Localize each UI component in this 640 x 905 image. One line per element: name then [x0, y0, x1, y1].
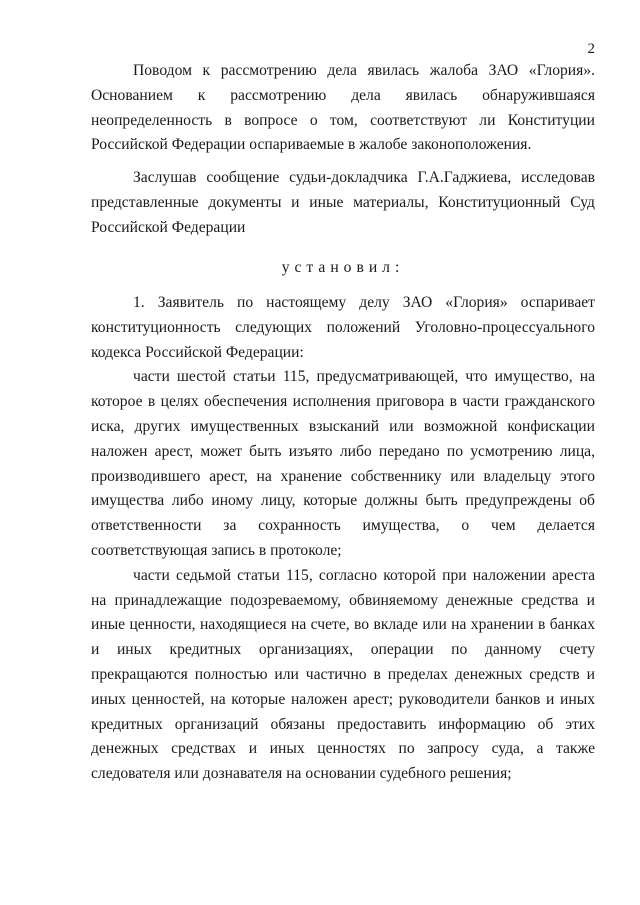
intro-paragraph: Поводом к рассмотрению дела явилась жалоба ЗАО «Глория». Основанием к рассмотрению дела явилась обнаружившаяся неопределенность в вопросе о том, соответствуют ли Конституции Российской Федерации оспариваемые в жалобе законоположения.: [91, 62, 595, 154]
section-heading: установил:: [281, 259, 405, 276]
body-paragraph: части седьмой статьи 115, согласно которой при наложении ареста на принадлежащие подозреваемому, обвиняемому денежные средства и иные ценности, находящиеся на счете, во вкладе или на хранении в банках и иных кредитных организациях, операции по данному счету прекращаются полностью или частично в пределах денежных средств и иных ценностей, на которые наложен арест; руководители банков и иных кредитных организаций обязаны предоставить информацию об этих денежных средствах и иных ценностях по запросу суда, а также следователя или дознавателя на основании судебного решения;: [91, 566, 595, 783]
paragraph-spacer: [91, 158, 595, 166]
body-section: [91, 291, 595, 787]
body-paragraph: 1. Заявитель по настоящему делу ЗАО «Глория» оспаривает конституционность следующих положений Уголовно-процессуального кодекса Российской Федерации:: [91, 294, 595, 361]
body-paragraph: части шестой статьи 115, предусматривающей, что имущество, на которое в целях обеспечения исполнения приговора в части гражданского иска, других имущественных взысканий или возможной конфискации наложен арест, может быть изъято либо передано по усмотрению лица, производившего арест, на хранение собственнику или владельцу этого имущества либо иному лицу, которые должны быть предупреждены об ответственности за сохранность имущества, о чем делается соответствующая запись в протоколе;: [91, 368, 595, 559]
page-number: 2: [587, 41, 595, 57]
intro-paragraph: Заслушав сообщение судьи-докладчика Г.А.Гаджиева, исследовав представленные документы и иные материалы, Конституционный Суд Российской Федерации: [91, 169, 595, 236]
intro-section: [91, 59, 595, 241]
